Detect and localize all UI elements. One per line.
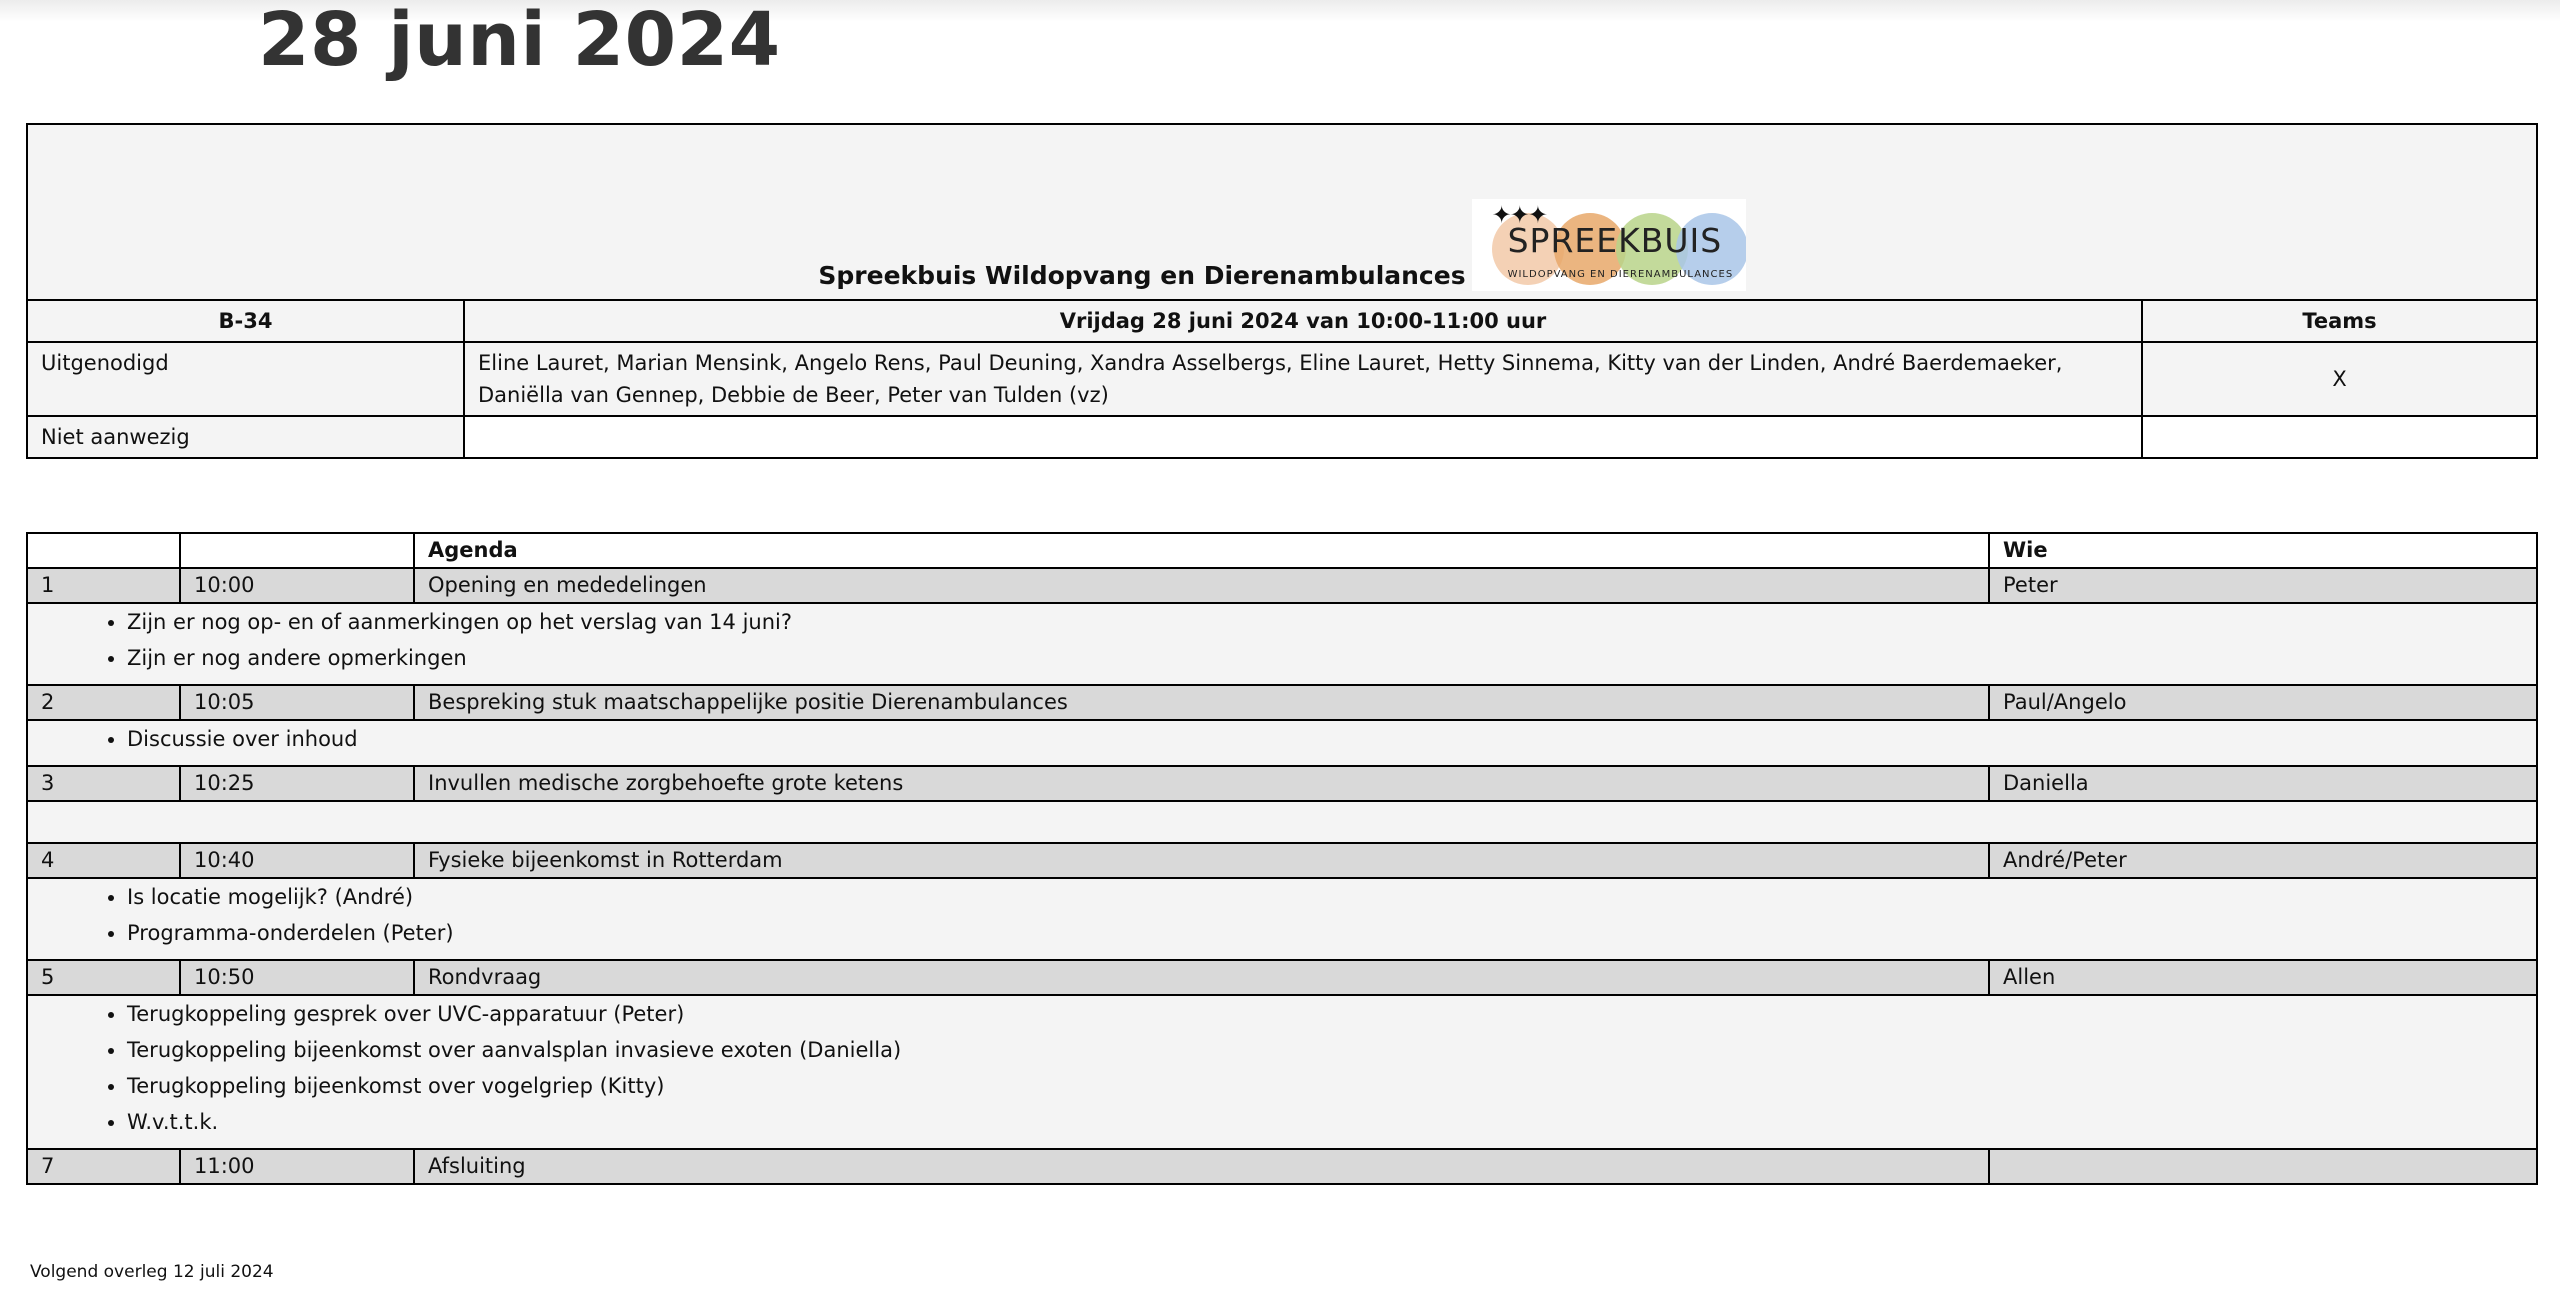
agenda-item-owner: [1989, 1149, 2537, 1184]
agenda-item-owner: Peter: [1989, 568, 2537, 603]
org-title: Spreekbuis Wildopvang en Dierenambulances: [818, 261, 1466, 290]
bullet-item: • Terugkoppeling bijeenkomst over aanvalsplan invasieve exoten (Daniella): [127, 1032, 2523, 1068]
bullet-list: [41, 604, 2523, 676]
absent-list: [464, 416, 2142, 458]
header-agenda: Agenda: [414, 533, 1989, 568]
bullet-item: • W.v.t.t.k.: [127, 1104, 2523, 1140]
agenda-item-number: 2: [27, 685, 180, 720]
bullet-list: [41, 879, 2523, 951]
header-table: [26, 123, 2538, 459]
bullet-item: • Discussie over inhoud: [127, 721, 2523, 757]
bullet-list: [41, 996, 2523, 1140]
agenda-item-row: [27, 685, 2537, 720]
agenda-item-owner: Daniella: [1989, 766, 2537, 801]
room-cell: B-34: [27, 300, 464, 342]
agenda-item-title: Invullen medische zorgbehoefte grote ketens: [414, 766, 1989, 801]
agenda-item-time: 10:05: [180, 685, 414, 720]
agenda-item-owner: Paul/Angelo: [1989, 685, 2537, 720]
agenda-item-details-row: [27, 603, 2537, 685]
agenda-item-row: [27, 1149, 2537, 1184]
banner: [818, 199, 1745, 291]
spreekbuis-logo: [1472, 199, 1746, 291]
agenda-item-time: 10:50: [180, 960, 414, 995]
logo-word: SPREEKBUIS: [1507, 221, 1723, 260]
logo-subtitle: WILDOPVANG EN DIERENAMBULANCES: [1507, 269, 1734, 280]
absent-teams-mark: [2142, 416, 2537, 458]
agenda-item-title: Bespreking stuk maatschappelijke positie Dierenambulances: [414, 685, 1989, 720]
bullet-list: [41, 721, 2523, 757]
agenda-body: [27, 533, 2537, 1184]
agenda-item-details-row: [27, 720, 2537, 766]
agenda-item-title: Rondvraag: [414, 960, 1989, 995]
bullet-item: • Terugkoppeling bijeenkomst over vogelgriep (Kitty): [127, 1068, 2523, 1104]
agenda-item-details-row: [27, 995, 2537, 1149]
agenda-item-title: Opening en mededelingen: [414, 568, 1989, 603]
agenda-item-row: [27, 960, 2537, 995]
page-title: 28 juni 2024: [258, 0, 781, 83]
banner-row: [27, 124, 2537, 300]
meeting-info-row: [27, 300, 2537, 342]
agenda-item-details: [27, 801, 2537, 843]
header-num-cell: [27, 533, 180, 568]
agenda-item-title: Afsluiting: [414, 1149, 1989, 1184]
agenda-header-row: [27, 533, 2537, 568]
bullet-item: • Zijn er nog op- en of aanmerkingen op het verslag van 14 juni?: [127, 604, 2523, 640]
agenda-item-time: 10:25: [180, 766, 414, 801]
agenda-item-time: 11:00: [180, 1149, 414, 1184]
header-time-cell: [180, 533, 414, 568]
agenda-item-number: 3: [27, 766, 180, 801]
agenda-item-number: 1: [27, 568, 180, 603]
agenda-item-row: [27, 843, 2537, 878]
agenda-item-title: Fysieke bijeenkomst in Rotterdam: [414, 843, 1989, 878]
agenda-item-owner: Allen: [1989, 960, 2537, 995]
absent-label: Niet aanwezig: [27, 416, 464, 458]
agenda-item-details: [27, 995, 2537, 1149]
agenda-item-details-row: [27, 878, 2537, 960]
agenda-item-details-row: [27, 801, 2537, 843]
datetime-cell: Vrijdag 28 juni 2024 van 10:00-11:00 uur: [464, 300, 2142, 342]
birds-icon: ✦✦✦: [1491, 201, 1546, 229]
next-meeting-note: Volgend overleg 12 juli 2024: [30, 1262, 274, 1282]
agenda-item-number: 4: [27, 843, 180, 878]
agenda-item-details: [27, 878, 2537, 960]
invited-label: Uitgenodigd: [27, 342, 464, 416]
agenda-item-number: 7: [27, 1149, 180, 1184]
agenda-item-row: [27, 568, 2537, 603]
bullet-item: • Is locatie mogelijk? (André): [127, 879, 2523, 915]
agenda-item-details: [27, 720, 2537, 766]
agenda-item-owner: André/Peter: [1989, 843, 2537, 878]
banner-cell: [27, 124, 2537, 300]
invited-row: [27, 342, 2537, 416]
agenda-table: [26, 532, 2538, 1185]
agenda-item-details: [27, 603, 2537, 685]
bullet-item: • Terugkoppeling gesprek over UVC-apparatuur (Peter): [127, 996, 2523, 1032]
agenda-item-time: 10:00: [180, 568, 414, 603]
bullet-item: • Programma-onderdelen (Peter): [127, 915, 2523, 951]
agenda-item-row: [27, 766, 2537, 801]
invited-list: Eline Lauret, Marian Mensink, Angelo Rens, Paul Deuning, Xandra Asselbergs, Eline Lauret, Hetty Sinnema, Kitty van der Linden, André Baerdemaeker, Daniëlla van Gennep, Debbie de Beer, Peter van Tulden (vz): [464, 342, 2142, 416]
absent-row: [27, 416, 2537, 458]
agenda-item-time: 10:40: [180, 843, 414, 878]
bullet-item: • Zijn er nog andere opmerkingen: [127, 640, 2523, 676]
invited-teams-mark: X: [2142, 342, 2537, 416]
agenda-item-number: 5: [27, 960, 180, 995]
channel-cell: Teams: [2142, 300, 2537, 342]
header-who: Wie: [1989, 533, 2537, 568]
